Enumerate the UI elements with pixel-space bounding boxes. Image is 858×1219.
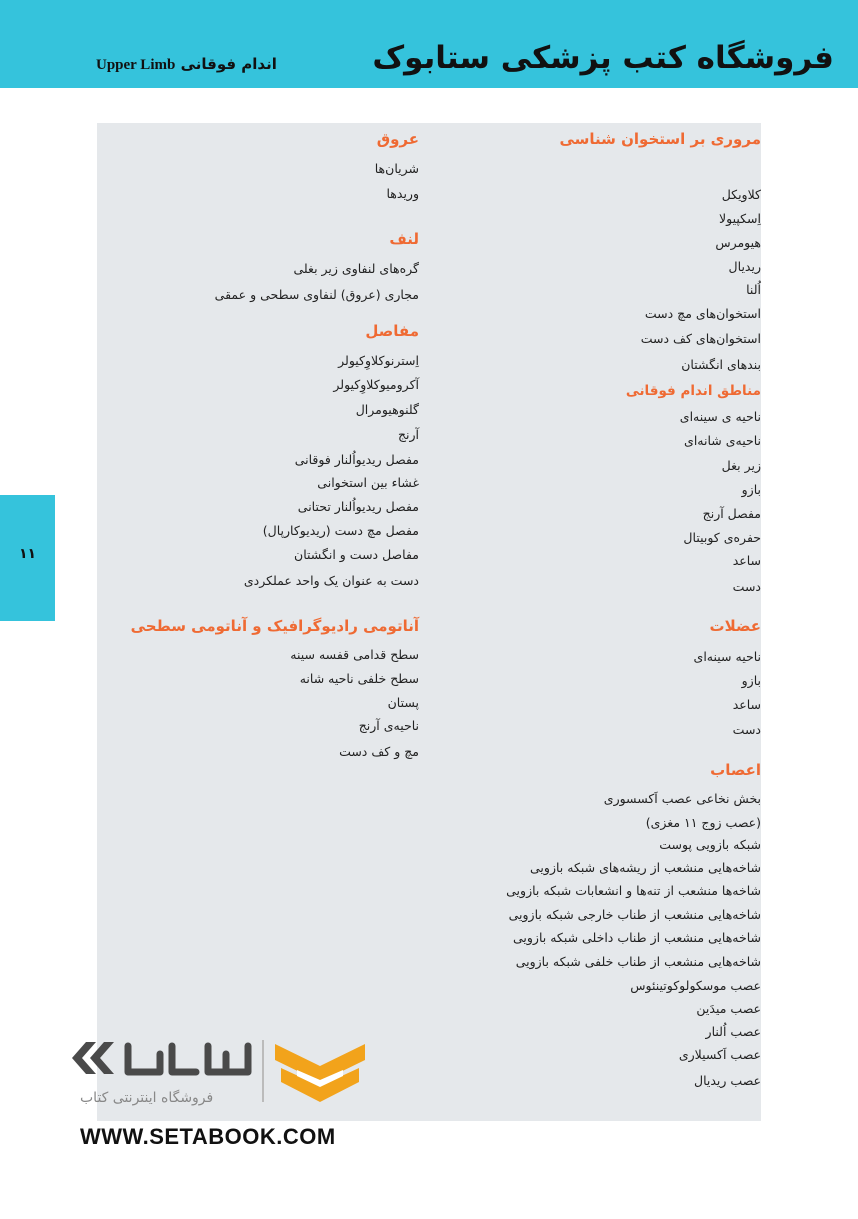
list-item: شریان‌ها [374, 161, 419, 176]
list-item: سطح قدامی قفسه سینه [290, 647, 419, 662]
list-item: مفصل آرنج [702, 506, 761, 521]
section-title-nerves: اعصاب [710, 761, 761, 779]
list-item: شبکه بازویی پوست [659, 837, 761, 852]
list-item: غشاء بین استخوانی [317, 475, 419, 490]
list-item: اِسترنوکلاوِکیولر [338, 353, 419, 368]
list-item: هیومرس [715, 235, 761, 250]
list-item: عصب اُلنار [705, 1024, 761, 1039]
list-item: مفصل مچ دست (ریدیوکارپال) [262, 523, 419, 538]
setabook-wordmark [68, 1032, 258, 1088]
section-title-joints: مفاصل [365, 322, 419, 340]
store-title: فروشگاه کتب پزشکی ستابوک [372, 40, 834, 76]
chapter-title [96, 55, 277, 74]
list-item: اِسکپیولا [719, 211, 761, 226]
list-item: دست [732, 722, 761, 737]
list-item: استخوان‌های کف دست [640, 331, 761, 346]
list-item: ریدیال [728, 259, 761, 274]
website-url: WWW.SETABOOK.COM [80, 1124, 336, 1149]
logo-subtitle: فروشگاه اینترنتی کتاب [80, 1090, 214, 1106]
list-item: مچ و کف دست [339, 744, 419, 759]
list-item: گره‌های لنفاوی زیر بغلی [293, 261, 419, 276]
section-title-muscles: عضلات [709, 617, 761, 635]
section-title-vessels: عروق [376, 130, 419, 148]
list-item: (عصب زوج ۱۱ مغزی) [645, 815, 761, 830]
list-item: مفاصل دست و انگشتان [294, 547, 419, 562]
list-item: استخوان‌های مچ دست [644, 306, 761, 321]
list-item: زیر بغل [721, 458, 761, 473]
list-item: آکرومیوکلاوِکیولر [333, 377, 419, 392]
section-title-lymph: لنف [389, 230, 419, 248]
list-item: شاخه‌ها منشعب از تنه‌ها و انشعابات شبکه بازویی [506, 883, 761, 898]
list-item: مفصل ریدیواُلنار تحتانی [297, 499, 419, 514]
list-item: اُلنا [746, 282, 761, 297]
list-item: عصب میدَین [696, 1001, 761, 1016]
list-item: شاخه‌هایی منشعب از طناب خلفی شبکه بازویی [515, 954, 761, 969]
list-item: وریدها [386, 186, 419, 201]
list-item: شاخه‌هایی منشعب از ریشه‌های شبکه بازویی [530, 860, 761, 875]
list-item: حفره‌ی کوبیتال [683, 530, 761, 545]
list-item: آرنج [397, 427, 419, 442]
section-title-regions: مناطق اندام فوقانی [625, 383, 761, 399]
list-item: ناحیه سینه‌ای [693, 649, 761, 664]
list-item: بندهای انگشتان [681, 357, 761, 372]
section-title-osteology: مروری بر استخوان شناسی [559, 130, 761, 148]
list-item: عصب موسکولوکوتینئوس [630, 978, 761, 993]
list-item: مفصل ریدیواُلنار فوقانی [294, 452, 419, 467]
list-item: ناحیه‌ی آرنج [358, 718, 419, 733]
list-item: ساعد [732, 697, 761, 712]
page-number: ۱۱ [18, 546, 37, 562]
header-bar [0, 0, 858, 88]
list-item: کلاویکل [721, 187, 761, 202]
list-item: دست [732, 579, 761, 594]
section-title-radiology: آناتومی رادیوگرافیک و آناتومی سطحی [130, 617, 419, 635]
list-item: بازو [741, 482, 761, 497]
chapter-title-fa: اندام فوقانی [180, 55, 277, 73]
list-item: شاخه‌هایی منشعب از طناب خارجی شبکه بازویی [508, 907, 761, 922]
chapter-title-en: Upper Limb [96, 57, 176, 73]
logo-divider [262, 1040, 264, 1102]
list-item: گلنوهیومرال [355, 402, 419, 417]
list-item: بازو [741, 673, 761, 688]
list-item: ناحیه‌ی شانه‌ای [684, 433, 761, 448]
list-item: مجاری (عروق) لنفاوی سطحی و عمقی [214, 287, 419, 302]
list-item: شاخه‌هایی منشعب از طناب داخلی شبکه بازویی [512, 930, 761, 945]
list-item: عصب اَکسیلاری [678, 1047, 761, 1062]
list-item: بخش نخاعی عصب اَکسسوری [603, 791, 761, 806]
list-item: ساعد [732, 553, 761, 568]
book-chevron-icon [275, 1040, 365, 1112]
list-item: ناحیه ی سینه‌ای [679, 409, 761, 424]
list-item: دست به عنوان یک واحد عملکردی [243, 573, 419, 588]
list-item: سطح خلفی ناحیه شانه [299, 671, 419, 686]
list-item: پستان [387, 695, 419, 710]
list-item: عصب ریدیال [694, 1073, 761, 1088]
